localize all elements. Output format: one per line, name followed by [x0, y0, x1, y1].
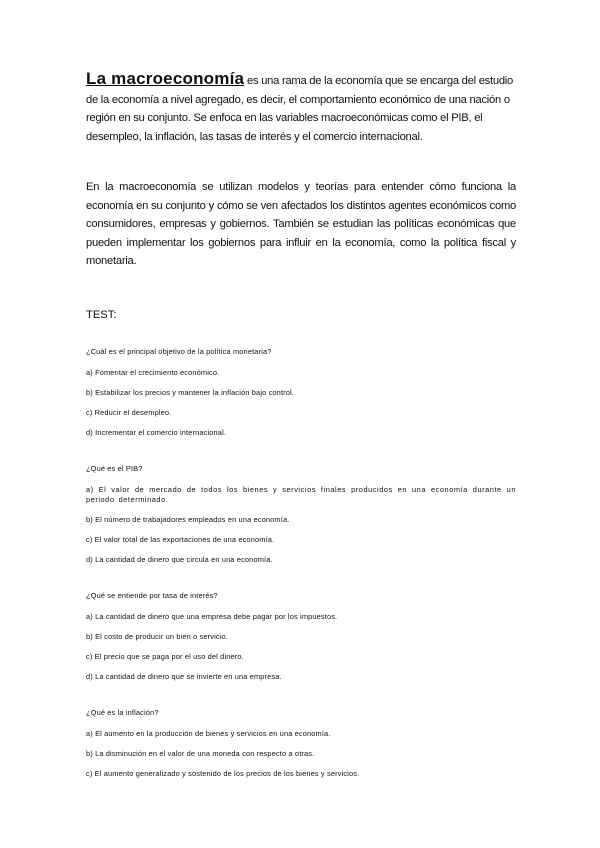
second-paragraph: En la macroeconomía se utilizan modelos y teorías para entender cómo funciona la economía en su conjunto y cómo se ven afectados los distintos agentes económicos como consumidores, empresas y gobiernos. También se estudian las políticas económicas que pueden implementar los gobiernos para influir en la economía, como la política fiscal y monetaria.: [86, 181, 516, 267]
answer-option: b) El costo de producir un bien o servicio.: [86, 631, 229, 641]
question-block-4: [86, 708, 516, 779]
answer-option: b) Estabilizar los precios y mantener la inflación bajo control.: [86, 387, 295, 397]
question-text: ¿Qué es la inflación?: [86, 707, 159, 717]
question-block-1: [86, 347, 516, 438]
answer-option: d) Incrementar el comercio internacional.: [86, 427, 227, 437]
answer-option: c) El valor total de las exportaciones de una economía.: [86, 534, 275, 544]
document-page: [86, 70, 516, 789]
answer-option: c) El precio que se paga por el uso del dinero.: [86, 651, 244, 661]
answer-option: c) El aumento generalizado y sostenido de los precios de los bienes y servicios.: [86, 768, 360, 778]
answer-option: b) La disminución en el valor de una moneda con respecto a otras.: [86, 748, 315, 758]
document-title: La macroeconomía: [86, 69, 245, 88]
answer-option: a) El valor de mercado de todos los bienes y servicios finales producidos en una economía durante un periodo determinado.: [86, 484, 516, 504]
intro-text: es una rama de la economía que se encarga del estudio de la economía a nivel agregado, es decir, el comportamiento económico de una nación o región en su conjunto. Se enfoca en las variables macroeconómicas como el PIB, el desempleo, la inflación, las tasas de interés y el comercio internacional.: [86, 75, 514, 143]
answer-option: a) El aumento en la producción de bienes y servicios en una economía.: [86, 728, 331, 738]
intro-paragraph: [86, 70, 516, 146]
question-text: ¿Qué se entiende por tasa de interés?: [86, 590, 218, 600]
question-text: ¿Cuál es el principal objetivo de la política monetaria?: [86, 346, 272, 356]
answer-option: a) La cantidad de dinero que una empresa debe pagar por los impuestos.: [86, 611, 338, 621]
answer-option: c) Reducir el desempleo.: [86, 407, 172, 417]
question-block-3: [86, 591, 516, 682]
question-block-2: [86, 464, 516, 565]
answer-option: d) La cantidad de dinero que se invierte en una empresa.: [86, 671, 282, 681]
test-heading: TEST:: [86, 308, 117, 321]
question-text: ¿Qué es el PIB?: [86, 463, 143, 473]
answer-option: a) Fomentar el crecimiento económico.: [86, 367, 220, 377]
answer-option: d) La cantidad de dinero que circula en una economía.: [86, 554, 273, 564]
answer-option: b) El número de trabajadores empleados en una economía.: [86, 514, 290, 524]
